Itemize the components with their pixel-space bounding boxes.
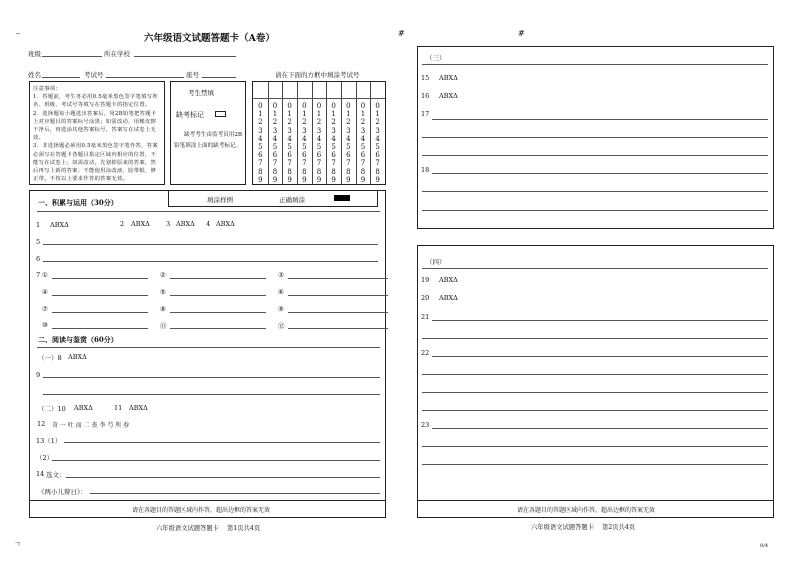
exam-no-digit[interactable]: 3: [287, 126, 292, 135]
exam-no-digit[interactable]: 6: [302, 151, 307, 160]
exam-no-digit-column[interactable]: [373, 102, 383, 184]
right-footer-rule: [417, 500, 774, 501]
exam-no-digit[interactable]: 2: [287, 118, 292, 127]
q22-answer-line[interactable]: [432, 356, 768, 357]
exam-no-digit-column[interactable]: [343, 102, 353, 184]
exam-no-digit[interactable]: 7: [375, 159, 380, 168]
q13-part1-line[interactable]: [64, 442, 380, 443]
q18-number: 18: [421, 166, 430, 174]
exam-no-digit[interactable]: 5: [331, 143, 336, 152]
q19-options[interactable]: ABXΔ: [439, 276, 458, 284]
exam-no-digit[interactable]: 8: [302, 167, 307, 176]
q7-item-label: ⑩: [42, 321, 48, 329]
q6-answer-line[interactable]: [43, 261, 378, 262]
q21-answer-line[interactable]: [432, 320, 768, 321]
fill-sample-label: 填涂样例: [207, 196, 233, 204]
q7-item-label: ⑨: [278, 305, 284, 313]
q15-options[interactable]: ABXΔ: [439, 74, 458, 82]
q7-item-label: ⑧: [160, 305, 166, 313]
exam-no-digit[interactable]: 4: [316, 134, 322, 143]
exam-no-digit[interactable]: 1: [375, 110, 380, 119]
q15-number: 15: [421, 74, 430, 82]
q16-options[interactable]: ABXΔ: [439, 92, 458, 100]
exam-no-digit[interactable]: 2: [272, 118, 278, 127]
exam-no-digit[interactable]: 9: [331, 175, 336, 184]
exam-no-digit[interactable]: 4: [375, 134, 380, 143]
q7-item-answer-line[interactable]: [52, 295, 148, 296]
q13-part2-label: （2）: [36, 454, 54, 462]
exam-no-digit[interactable]: 8: [272, 167, 278, 176]
exam-no-digit[interactable]: 5: [258, 143, 263, 152]
exam-no-digit[interactable]: 9: [360, 175, 366, 184]
right-footer-warning: 请在各题目的答题区域内作答，超出边框的答案无效: [517, 507, 656, 514]
exam-no-digit[interactable]: 3: [360, 126, 366, 135]
q14-answer-line[interactable]: [66, 477, 380, 478]
exam-no-digit[interactable]: 5: [375, 143, 380, 152]
exam-no-digit[interactable]: 6: [258, 151, 263, 160]
exam-no-digit[interactable]: 6: [346, 151, 351, 160]
exam-no-digit[interactable]: 0: [287, 102, 292, 110]
exam-no-digit[interactable]: 5: [272, 143, 278, 152]
part1-label: （一）8: [38, 354, 62, 362]
exam-no-digit[interactable]: 0: [316, 102, 322, 110]
exam-no-digit[interactable]: 6: [316, 151, 322, 160]
class-label: 班级: [28, 50, 41, 58]
q14b-label: 《两小儿辩日》：: [38, 488, 87, 496]
q7-item-answer-line[interactable]: [52, 312, 148, 313]
q7-item-answer-line[interactable]: [170, 278, 266, 279]
exam-no-label: 考试号: [84, 71, 104, 79]
exam-no-digit[interactable]: 9: [375, 175, 380, 184]
q7-item-label: ⑤: [160, 288, 166, 296]
exam-no-digit[interactable]: 9: [316, 175, 322, 184]
q3-options[interactable]: ABXΔ: [176, 220, 195, 228]
q23-answer-line[interactable]: [422, 446, 768, 447]
school-label: 所在学校: [104, 50, 130, 58]
exam-no-digit[interactable]: 1: [346, 110, 351, 119]
q9-answer-line-1[interactable]: [43, 377, 380, 378]
section1-title: 一、积累与运用（30分）: [38, 198, 118, 207]
q4-options[interactable]: ABXΔ: [216, 220, 235, 228]
q2-options[interactable]: ABXΔ: [131, 220, 150, 228]
exam-no-digit[interactable]: 0: [302, 102, 307, 110]
name-label: 姓名: [28, 71, 41, 79]
q7-item-label: ②: [160, 271, 166, 279]
exam-no-digit[interactable]: 7: [258, 159, 263, 168]
q7-item-label: ⑥: [278, 288, 284, 296]
fill-sample-correct-label: 正确填涂: [279, 196, 305, 204]
q3-number: 3: [166, 220, 171, 228]
q7-item-label: ⑪: [160, 322, 167, 330]
exam-no-digit[interactable]: 4: [346, 134, 351, 143]
q18-answer-line[interactable]: [432, 173, 768, 174]
q7-item-answer-line[interactable]: [288, 295, 388, 296]
q1-options[interactable]: ABXΔ: [50, 221, 69, 229]
exam-no-digit[interactable]: 6: [287, 151, 292, 160]
q2-number: 2: [120, 220, 125, 228]
page-title: 六年级语文试题答题卡（A卷）: [144, 33, 275, 44]
exam-no-digit[interactable]: 8: [360, 167, 366, 176]
exam-no-digit[interactable]: 1: [316, 110, 322, 119]
exam-no-digit[interactable]: 0: [331, 102, 336, 110]
q7-number: 7: [36, 271, 41, 279]
exam-no-digit-column[interactable]: [285, 102, 295, 184]
q11-number: 11: [114, 404, 123, 412]
exam-no-digit[interactable]: 1: [272, 110, 278, 119]
exam-no-digit[interactable]: 0: [346, 102, 351, 110]
q22-number: 22: [421, 349, 430, 357]
q20-options[interactable]: ABXΔ: [439, 294, 458, 302]
exam-no-digit-column[interactable]: [299, 102, 309, 184]
exam-no-digit-column[interactable]: [255, 102, 265, 184]
q7-item-answer-line[interactable]: [52, 328, 148, 329]
q7-item-answer-line[interactable]: [170, 328, 266, 329]
exam-no-digit[interactable]: 5: [302, 143, 307, 152]
q14b-answer-line[interactable]: [90, 493, 380, 494]
q7-item-answer-line[interactable]: [52, 278, 148, 279]
exam-no-digit[interactable]: 3: [375, 126, 380, 135]
exam-no-digit[interactable]: 8: [316, 167, 322, 176]
q23-number: 23: [421, 421, 430, 429]
q17-answer-line[interactable]: [422, 137, 768, 138]
exam-no-digit[interactable]: 7: [360, 159, 366, 168]
exam-no-digit[interactable]: 7: [302, 159, 307, 168]
exam-no-digit[interactable]: 4: [258, 134, 263, 143]
exam-no-digit[interactable]: 7: [272, 159, 278, 168]
exam-no-digit[interactable]: 2: [375, 118, 380, 127]
q17-number: 17: [421, 110, 430, 118]
exam-no-digit[interactable]: 8: [331, 167, 336, 176]
notice-box: [29, 81, 165, 185]
notice-item-3: 3．非选择题必须用0.5毫米黑色签字笔作答，答案必须写在答题卡各题目指定区域内相应的位置，不能写在试卷上；如需改动，先划掉原来的答案，然后再写上新的答案；不能使用涂改液、胶带纸、修正带。不按以上要求作答的答案无效。: [33, 143, 158, 183]
right-bottom-area: [417, 245, 774, 518]
exam-no-digit[interactable]: 2: [346, 118, 351, 127]
absent-note: 缺考考生由监考员用2B铅笔填涂上面的缺考标记。: [174, 132, 243, 149]
q7-item-label: ⑫: [278, 322, 285, 330]
exam-no-digit[interactable]: 1: [360, 110, 366, 119]
absent-checkbox[interactable]: [215, 111, 226, 117]
q14-label: 选文：: [46, 471, 66, 479]
class-field[interactable]: [42, 56, 102, 57]
exam-no-digit[interactable]: 5: [287, 143, 292, 152]
q12-number: 12: [37, 420, 46, 428]
q22-answer-line[interactable]: [422, 374, 768, 375]
exam-no-field[interactable]: [106, 77, 184, 78]
q14-number: 14: [36, 470, 45, 478]
q22-answer-line[interactable]: [422, 392, 768, 393]
exam-no-digit[interactable]: 1: [302, 110, 307, 119]
corner-mark-top-mid-2: #: [518, 29, 525, 38]
corner-mark-top-left: –: [16, 29, 20, 38]
exam-no-digit-column[interactable]: [270, 102, 280, 184]
q7-item-answer-line[interactable]: [288, 328, 388, 329]
exam-no-header-rule: [253, 98, 385, 99]
exam-no-digit[interactable]: 5: [316, 143, 322, 152]
exam-no-digit[interactable]: 9: [258, 175, 263, 184]
left-footer-warning: 请在各题目的答题区域内作答，超出边框的答案无效: [132, 507, 271, 514]
q5-number: 5: [36, 238, 41, 246]
q10-options[interactable]: ABXΔ: [74, 404, 93, 412]
absent-mark-label: 缺考标记: [176, 111, 204, 119]
notice-item-2: 2．选择题每小题选出答案后，用2B铅笔把答题卡上对应题目的答案标号涂黑；如需改动，用橡皮擦干净后，再选涂其他答案标号，答案写在试卷上无效。: [33, 110, 157, 142]
q9-answer-line-2[interactable]: [43, 394, 380, 395]
exam-no-digit[interactable]: 4: [331, 134, 336, 143]
exam-no-digit[interactable]: 8: [346, 167, 351, 176]
exam-no-digit[interactable]: 9: [302, 175, 307, 184]
exam-no-digit[interactable]: 2: [360, 118, 366, 127]
exam-no-digit[interactable]: 0: [360, 102, 366, 110]
exam-no-digit[interactable]: 8: [375, 167, 380, 176]
exam-no-digit[interactable]: 5: [360, 143, 366, 152]
q23-answer-line[interactable]: [432, 428, 768, 429]
q21-number: 21: [421, 313, 430, 321]
exam-no-digit[interactable]: 3: [316, 126, 322, 135]
corner-mark-bottom-left: ㄱ: [14, 540, 21, 548]
exam-no-digit[interactable]: 4: [360, 134, 366, 143]
exam-no-digit[interactable]: 6: [331, 151, 336, 160]
q7-item-label: ③: [278, 271, 284, 279]
q7-item-answer-line[interactable]: [170, 312, 266, 313]
q23-answer-line[interactable]: [422, 464, 768, 465]
exam-no-digit[interactable]: 2: [331, 118, 336, 127]
page-number-mark: 0/4: [760, 543, 769, 549]
exam-no-digit[interactable]: 1: [258, 110, 263, 119]
seat-field[interactable]: [202, 77, 236, 78]
q4-number: 4: [206, 220, 211, 228]
seat-label: 座号: [186, 71, 199, 79]
exam-no-digit[interactable]: 3: [302, 126, 307, 135]
exam-no-digit[interactable]: 9: [287, 175, 292, 184]
q6-number: 6: [36, 255, 41, 263]
exam-no-digit[interactable]: 3: [272, 126, 278, 135]
part4-rule: [422, 268, 768, 269]
left-footer-rule: [29, 500, 386, 501]
exam-no-digit[interactable]: 1: [331, 110, 336, 119]
exam-no-grid: [252, 81, 386, 185]
q16-number: 16: [421, 92, 430, 100]
exam-no-digit[interactable]: 7: [346, 159, 351, 168]
q7-item-label: ④: [42, 288, 48, 296]
exam-no-digit[interactable]: 6: [375, 151, 380, 160]
q18-answer-line[interactable]: [422, 210, 768, 211]
q13-part2-line[interactable]: [52, 460, 380, 461]
exam-no-digit[interactable]: 2: [302, 118, 307, 127]
exam-no-digit[interactable]: 0: [258, 102, 263, 110]
part3-title: （三）: [426, 54, 446, 62]
q7-item-answer-line[interactable]: [288, 278, 388, 279]
exam-no-digit[interactable]: 4: [287, 134, 292, 143]
corner-mark-top-mid: #: [398, 29, 405, 38]
part2-label: （二）10: [38, 405, 66, 413]
q19-number: 19: [421, 276, 430, 284]
exam-no-digit[interactable]: 0: [272, 102, 278, 110]
exam-no-digit[interactable]: 9: [346, 175, 351, 184]
school-field[interactable]: [134, 56, 236, 57]
q1-number: 1: [36, 221, 41, 229]
q7-item-label: ①: [42, 271, 48, 279]
exam-no-digit[interactable]: 0: [375, 102, 380, 110]
q8-options[interactable]: ABXΔ: [68, 353, 87, 361]
section1-rule: [37, 211, 380, 212]
exam-no-digit[interactable]: 3: [346, 126, 351, 135]
exam-no-digit-column[interactable]: [314, 102, 324, 184]
name-field[interactable]: [42, 77, 80, 78]
section2-rule: [37, 347, 380, 348]
exam-no-digit[interactable]: 7: [287, 159, 292, 168]
q20-number: 20: [421, 294, 430, 302]
q17-answer-line[interactable]: [422, 155, 768, 156]
q9-number: 9: [36, 371, 41, 379]
exam-no-digit[interactable]: 3: [258, 126, 263, 135]
exam-no-digit[interactable]: 8: [258, 167, 263, 176]
q22-answer-line[interactable]: [422, 410, 768, 411]
exam-no-digit[interactable]: 3: [331, 126, 336, 135]
exam-no-digit[interactable]: 4: [272, 134, 278, 143]
exam-no-digit[interactable]: 1: [287, 110, 292, 119]
q17-answer-line[interactable]: [432, 119, 768, 120]
exam-no-digit[interactable]: 2: [316, 118, 322, 127]
exam-no-digit[interactable]: 4: [302, 134, 307, 143]
exam-no-digit[interactable]: 7: [316, 159, 322, 168]
exam-no-digit[interactable]: 6: [360, 151, 366, 160]
q5-answer-line[interactable]: [43, 244, 378, 245]
absent-title: 考生禁填: [188, 89, 214, 97]
q7-item-answer-line[interactable]: [288, 312, 388, 313]
notice-title: 注意事项：: [33, 86, 61, 92]
exam-no-instruction: 请在下面的方框中填涂考试号: [275, 71, 360, 79]
q12-text: 奇 一 吐 而 二 丧 李 芍 所 券: [52, 422, 130, 429]
exam-no-digit-column[interactable]: [329, 102, 339, 184]
exam-no-digit[interactable]: 8: [287, 167, 292, 176]
q11-options[interactable]: ABXΔ: [129, 404, 148, 412]
q21-answer-line[interactable]: [422, 338, 768, 339]
absent-box: [170, 81, 246, 185]
exam-no-digit[interactable]: 2: [258, 118, 263, 127]
q7-item-label: ⑦: [42, 305, 48, 313]
q18-answer-line[interactable]: [422, 191, 768, 192]
page1-footer: 六年级语文试题答题卡 第1页共4页: [156, 525, 261, 532]
notice-item-1: 1．答题前，考生务必用0.5毫米黑色签字笔填写姓名、班级、考试号等填写在答题卡的指定位置。: [33, 94, 158, 109]
exam-no-digit-column[interactable]: [358, 102, 368, 184]
exam-no-digit[interactable]: 6: [272, 151, 278, 160]
part4-title: （四）: [426, 258, 446, 266]
q7-item-answer-line[interactable]: [170, 295, 266, 296]
page2-footer: 六年级语文试题答题卡 第2页共4页: [531, 524, 636, 531]
exam-no-digit[interactable]: 9: [272, 175, 278, 184]
q13-part1-label: 13（1）: [36, 437, 62, 445]
section2-title: 二、阅读与鉴赏（60分）: [38, 335, 118, 344]
exam-no-digit[interactable]: 7: [331, 159, 336, 168]
exam-no-digit[interactable]: 5: [346, 143, 351, 152]
part3-rule: [422, 64, 768, 65]
